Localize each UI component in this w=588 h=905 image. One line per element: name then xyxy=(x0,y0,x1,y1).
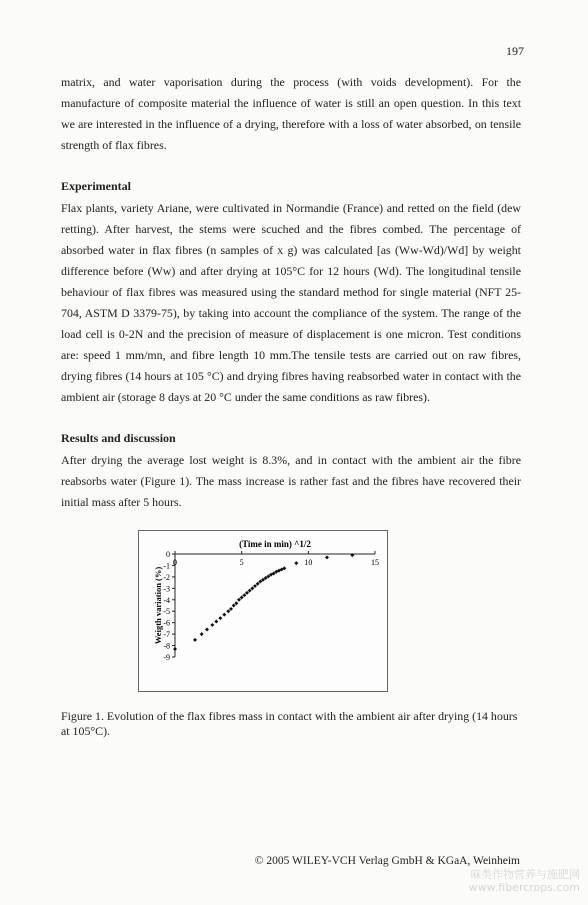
data-point xyxy=(250,586,254,590)
data-point xyxy=(214,620,218,624)
y-tick-label: -4 xyxy=(163,595,170,605)
data-point xyxy=(210,623,214,627)
data-point xyxy=(218,616,222,620)
y-tick-label: -8 xyxy=(163,641,170,651)
data-point xyxy=(222,613,226,617)
data-point xyxy=(237,598,241,602)
figure-1-chart xyxy=(138,530,388,692)
watermark xyxy=(469,868,580,894)
watermark-line-2: www.fibercrops.com xyxy=(468,881,580,894)
y-tick-label: -7 xyxy=(163,630,170,640)
results-paragraph: After drying the average lost weight is 8.3%, and in contact with the ambient air the fibre reabsorbs water (Figure 1). The mass increase is rather fast and the fibres have recovered their initial mass after 5 hours. xyxy=(61,453,521,509)
x-tick-label: 5 xyxy=(239,558,244,567)
page-number: 197 xyxy=(506,44,524,58)
copyright-footer: © 2005 WILEY-VCH Verlag GmbH & KGaA, Weinheim xyxy=(254,855,520,867)
figure-1-caption: Figure 1. Evolution of the flax fibres mass in contact with the ambient air after drying (14 hours at 105°C). xyxy=(61,709,518,738)
data-point xyxy=(234,601,238,605)
y-tick-label: -3 xyxy=(163,584,170,594)
data-point xyxy=(173,647,177,651)
data-point xyxy=(240,596,244,600)
data-point xyxy=(242,593,246,597)
y-tick-label: -6 xyxy=(163,618,170,628)
y-tick-label: -1 xyxy=(163,561,170,571)
data-point xyxy=(232,604,236,608)
y-tick-label: -5 xyxy=(163,607,170,617)
data-point xyxy=(245,591,249,595)
data-point xyxy=(193,638,197,642)
x-tick-label: 10 xyxy=(304,558,313,567)
data-point xyxy=(229,607,233,611)
results-heading: Results and discussion xyxy=(61,431,176,445)
y-tick-label: -2 xyxy=(163,572,170,582)
data-point xyxy=(325,555,329,559)
x-tick-label: 0 xyxy=(173,558,177,567)
y-tick-label: 0 xyxy=(166,550,170,559)
watermark-line-1: 麻类作物营养与施肥网 xyxy=(470,868,580,881)
y-axis-label: Weigth variation (%) xyxy=(153,566,163,645)
experimental-heading: Experimental xyxy=(61,179,131,193)
x-tick-label: 15 xyxy=(371,558,379,567)
data-point xyxy=(248,589,252,593)
chart-title: (Time in min) ^1/2 xyxy=(239,539,311,549)
data-point xyxy=(256,582,260,586)
y-tick-label: -9 xyxy=(163,653,170,662)
experimental-paragraph: Flax plants, variety Ariane, were cultivated in Normandie (France) and retted on the field (dew retting). After harvest, the stems were scuched and the fibres combed. The percentage of absorbed water in flax fibres (n samples of x g) was calculated [as (Ww-Wd)/Wd] by weight difference before (Ww) and after drying at 105°C for 12 hours (Wd). The longitudinal tensile behaviour of flax fibres was measured using the standard method for single material (NFT 25-704, ASTM D 3379-75), by taking into account the compliance of the system. The range of the load cell is 0-2N and the precision of measure of displacement is one micron. Test conditions are: speed 1 mm/mn, and fibre length 10 mm.The tensile tests are carried out on raw fibres, drying fibres (14 hours at 105 °C) and drying fibres having reabsorbed water in contact with the ambient air (storage 8 days at 20 °C under the same conditions as raw fibres). xyxy=(61,201,521,404)
data-point xyxy=(253,584,257,588)
data-point xyxy=(294,561,298,565)
data-point xyxy=(200,632,204,636)
intro-paragraph: matrix, and water vaporisation during the process (with voids development). For the manufacture of composite material the influence of water is still an open question. In this text we are interested in the influence of a drying, therefore with a loss of water absorbed, on tensile strength of flax fibres. xyxy=(61,75,521,152)
chart-svg xyxy=(139,531,387,691)
data-point xyxy=(205,628,209,632)
data-point xyxy=(226,609,230,613)
